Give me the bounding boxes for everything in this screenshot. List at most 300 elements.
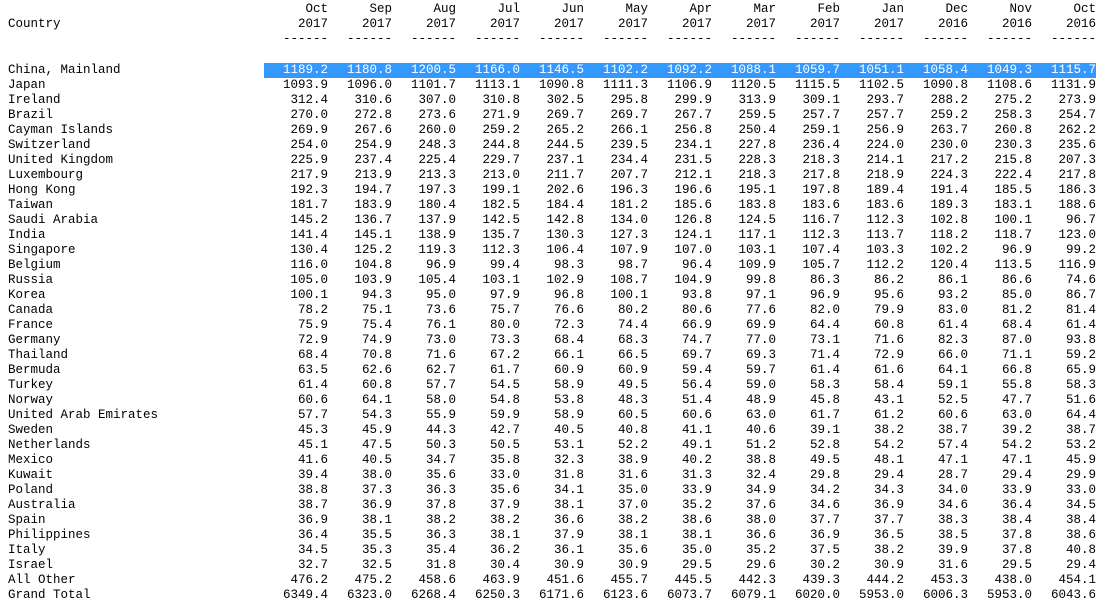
value-cell: 44.3: [425, 423, 456, 437]
value-cell: 57.4: [937, 438, 968, 452]
value-cell: 104.8: [354, 258, 392, 272]
value-cell: 302.5: [546, 93, 584, 107]
value-cell: 239.5: [610, 138, 648, 152]
country-name-cell: China, Mainland: [8, 63, 121, 77]
value-cell: 1108.6: [986, 78, 1032, 92]
value-cell: 64.4: [809, 318, 840, 332]
value-cell: 100.1: [994, 213, 1032, 227]
value-cell: 41.6: [297, 453, 328, 467]
value-cell: 74.9: [361, 333, 392, 347]
value-cell: 99.8: [745, 273, 776, 287]
value-cell: 217.8: [802, 168, 840, 182]
table-row[interactable]: [8, 213, 1096, 228]
value-cell: 54.8: [489, 393, 520, 407]
value-cell: 59.0: [745, 378, 776, 392]
value-cell: 1111.3: [602, 78, 648, 92]
value-cell: 458.6: [418, 573, 456, 587]
value-cell: 259.1: [802, 123, 840, 137]
table-row[interactable]: [8, 153, 1096, 168]
value-cell: 99.4: [489, 258, 520, 272]
table-row[interactable]: [8, 288, 1096, 303]
value-cell: 118.2: [930, 228, 968, 242]
value-cell: 87.0: [1001, 333, 1032, 347]
value-cell: 196.3: [610, 183, 648, 197]
value-cell: 55.8: [1001, 378, 1032, 392]
value-cell: 97.1: [745, 288, 776, 302]
value-cell: 36.4: [1001, 498, 1032, 512]
value-cell: 37.3: [361, 483, 392, 497]
value-cell: 107.0: [674, 243, 712, 257]
value-cell: 141.4: [290, 228, 328, 242]
table-row[interactable]: [8, 228, 1096, 243]
value-cell: 6020.0: [794, 588, 840, 602]
country-name-cell: Netherlands: [8, 438, 91, 452]
value-cell: 29.4: [1001, 468, 1032, 482]
value-cell: 49.5: [617, 378, 648, 392]
value-cell: 35.6: [489, 483, 520, 497]
value-cell: 1101.7: [410, 78, 456, 92]
value-cell: 30.9: [873, 558, 904, 572]
value-cell: 38.1: [553, 498, 584, 512]
value-cell: 1051.1: [840, 63, 904, 78]
table-row[interactable]: [8, 243, 1096, 258]
value-cell: 454.1: [1058, 573, 1096, 587]
value-cell: 30.9: [617, 558, 648, 572]
value-cell: 58.9: [553, 378, 584, 392]
value-cell: 442.3: [738, 573, 776, 587]
value-cell: 254.7: [1058, 108, 1096, 122]
value-cell: 34.7: [425, 453, 456, 467]
value-cell: 38.2: [617, 513, 648, 527]
value-cell: 38.8: [297, 483, 328, 497]
value-cell: 256.8: [674, 123, 712, 137]
value-cell: 37.8: [1001, 543, 1032, 557]
value-cell: 1088.1: [712, 63, 776, 78]
value-cell: 66.8: [1001, 363, 1032, 377]
value-cell: 74.7: [681, 333, 712, 347]
country-name-cell: Hong Kong: [8, 183, 76, 197]
table-row[interactable]: [8, 408, 1096, 423]
value-cell: 33.0: [489, 468, 520, 482]
column-month-header: Jan: [881, 2, 904, 16]
country-name-cell: Belgium: [8, 258, 61, 272]
value-cell: 52.5: [937, 393, 968, 407]
value-cell: 237.4: [354, 153, 392, 167]
value-cell: 1058.4: [904, 63, 968, 78]
column-month-header: May: [625, 2, 648, 16]
value-cell: 36.9: [361, 498, 392, 512]
value-cell: 38.1: [489, 528, 520, 542]
value-cell: 76.1: [425, 318, 456, 332]
value-cell: 100.1: [290, 288, 328, 302]
table-row[interactable]: [8, 168, 1096, 183]
value-cell: 1092.2: [648, 63, 712, 78]
value-cell: 6171.6: [538, 588, 584, 602]
table-row[interactable]: [8, 393, 1096, 408]
value-cell: 181.2: [610, 198, 648, 212]
value-cell: 77.0: [745, 333, 776, 347]
value-cell: 38.4: [1065, 513, 1096, 527]
value-cell: 112.3: [866, 213, 904, 227]
table-row[interactable]: [8, 558, 1096, 573]
value-cell: 183.9: [354, 198, 392, 212]
value-cell: 81.2: [1001, 303, 1032, 317]
column-year-header: 2017: [681, 17, 712, 31]
value-cell: 30.4: [489, 558, 520, 572]
header-year-row: [8, 17, 1096, 32]
value-cell: 224.0: [866, 138, 904, 152]
value-cell: 60.6: [937, 408, 968, 422]
value-cell: 35.4: [425, 543, 456, 557]
country-name-cell: United Kingdom: [8, 153, 114, 167]
value-cell: 288.2: [930, 93, 968, 107]
value-cell: 207.3: [1058, 153, 1096, 167]
table-row[interactable]: [8, 108, 1096, 123]
table-row[interactable]: [8, 123, 1096, 138]
value-cell: 47.1: [1001, 453, 1032, 467]
value-cell: 96.9: [1001, 243, 1032, 257]
value-cell: 61.4: [297, 378, 328, 392]
value-cell: 33.9: [1001, 483, 1032, 497]
column-underline: ------: [666, 32, 712, 46]
value-cell: 259.2: [930, 108, 968, 122]
value-cell: 103.9: [354, 273, 392, 287]
value-cell: 62.6: [361, 363, 392, 377]
value-cell: 34.1: [553, 483, 584, 497]
table-row[interactable]: [8, 423, 1096, 438]
table-row[interactable]: [8, 573, 1096, 588]
value-cell: 34.5: [297, 543, 328, 557]
value-cell: 130.3: [546, 228, 584, 242]
table-row[interactable]: [8, 333, 1096, 348]
value-cell: 476.2: [290, 573, 328, 587]
table-row[interactable]: [8, 513, 1096, 528]
value-cell: 102.9: [546, 273, 584, 287]
value-cell: 267.7: [674, 108, 712, 122]
value-cell: 237.1: [546, 153, 584, 167]
value-cell: 185.6: [674, 198, 712, 212]
value-cell: 195.1: [738, 183, 776, 197]
value-cell: 37.8: [425, 498, 456, 512]
value-cell: 59.7: [745, 363, 776, 377]
value-cell: 35.5: [361, 528, 392, 542]
value-cell: 36.3: [425, 483, 456, 497]
value-cell: 86.7: [1065, 288, 1096, 302]
value-cell: 73.3: [489, 333, 520, 347]
value-cell: 72.9: [297, 333, 328, 347]
value-cell: 184.4: [546, 198, 584, 212]
value-cell: 310.8: [482, 93, 520, 107]
value-cell: 145.2: [290, 213, 328, 227]
value-cell: 32.5: [361, 558, 392, 572]
column-month-header: Sep: [369, 2, 392, 16]
value-cell: 1115.7: [1032, 63, 1096, 78]
value-cell: 265.2: [546, 123, 584, 137]
value-cell: 191.4: [930, 183, 968, 197]
value-cell: 438.0: [994, 573, 1032, 587]
value-cell: 31.6: [937, 558, 968, 572]
value-cell: 271.9: [482, 108, 520, 122]
value-cell: 29.4: [1065, 558, 1096, 572]
table-row[interactable]: [8, 363, 1096, 378]
value-cell: 71.6: [873, 333, 904, 347]
column-month-header: Oct: [1073, 2, 1096, 16]
value-cell: 33.0: [1065, 483, 1096, 497]
value-cell: 81.4: [1065, 303, 1096, 317]
value-cell: 100.1: [610, 288, 648, 302]
table-row[interactable]: [8, 318, 1096, 333]
table-row[interactable]: [8, 468, 1096, 483]
value-cell: 66.0: [937, 348, 968, 362]
table-row[interactable]: [8, 348, 1096, 363]
column-year-header: 2017: [553, 17, 584, 31]
value-cell: 34.3: [873, 483, 904, 497]
value-cell: 51.4: [681, 393, 712, 407]
value-cell: 49.1: [681, 438, 712, 452]
value-cell: 37.9: [489, 498, 520, 512]
table-row[interactable]: [8, 498, 1096, 513]
value-cell: 38.6: [681, 513, 712, 527]
value-cell: 50.3: [425, 438, 456, 452]
value-cell: 35.0: [617, 483, 648, 497]
value-cell: 119.3: [418, 243, 456, 257]
column-month-header: Oct: [305, 2, 328, 16]
value-cell: 72.3: [553, 318, 584, 332]
value-cell: 262.2: [1058, 123, 1096, 137]
value-cell: 37.0: [617, 498, 648, 512]
value-cell: 38.5: [937, 528, 968, 542]
value-cell: 36.6: [553, 513, 584, 527]
value-cell: 71.1: [1001, 348, 1032, 362]
value-cell: 60.9: [553, 363, 584, 377]
value-cell: 67.2: [489, 348, 520, 362]
value-cell: 230.0: [930, 138, 968, 152]
value-cell: 213.3: [418, 168, 456, 182]
table-row[interactable]: [8, 303, 1096, 318]
value-cell: 66.5: [617, 348, 648, 362]
value-cell: 53.8: [553, 393, 584, 407]
value-cell: 60.6: [681, 408, 712, 422]
value-cell: 183.6: [866, 198, 904, 212]
table-row[interactable]: [8, 453, 1096, 468]
value-cell: 260.8: [994, 123, 1032, 137]
value-cell: 215.8: [994, 153, 1032, 167]
country-name-cell: Sweden: [8, 423, 54, 437]
value-cell: 112.3: [802, 228, 840, 242]
value-cell: 222.4: [994, 168, 1032, 182]
column-underline: ------: [346, 32, 392, 46]
table-row[interactable]: [8, 183, 1096, 198]
value-cell: 47.1: [937, 453, 968, 467]
column-year-header: 2017: [489, 17, 520, 31]
table-row[interactable]: [8, 138, 1096, 153]
table-row[interactable]: [8, 63, 1096, 78]
value-cell: 83.0: [937, 303, 968, 317]
value-cell: 86.3: [809, 273, 840, 287]
value-cell: 256.9: [866, 123, 904, 137]
table-row[interactable]: [8, 273, 1096, 288]
value-cell: 37.5: [809, 543, 840, 557]
column-month-header: Aug: [433, 2, 456, 16]
value-cell: 269.7: [610, 108, 648, 122]
value-cell: 38.1: [617, 528, 648, 542]
value-cell: 38.2: [873, 423, 904, 437]
value-cell: 181.7: [290, 198, 328, 212]
value-cell: 96.4: [681, 258, 712, 272]
value-cell: 36.1: [553, 543, 584, 557]
table-row[interactable]: [8, 543, 1096, 558]
value-cell: 214.1: [866, 153, 904, 167]
value-cell: 49.5: [809, 453, 840, 467]
table-row[interactable]: [8, 198, 1096, 213]
value-cell: 39.4: [297, 468, 328, 482]
table-row[interactable]: [8, 528, 1096, 543]
value-cell: 54.5: [489, 378, 520, 392]
value-cell: 29.5: [681, 558, 712, 572]
value-cell: 234.4: [610, 153, 648, 167]
table-row[interactable]: [8, 378, 1096, 393]
value-cell: 75.9: [297, 318, 328, 332]
table-row[interactable]: [8, 258, 1096, 273]
table-row[interactable]: [8, 78, 1096, 93]
table-row[interactable]: [8, 438, 1096, 453]
value-cell: 98.3: [553, 258, 584, 272]
country-name-cell: Canada: [8, 303, 54, 317]
value-cell: 225.9: [290, 153, 328, 167]
value-cell: 6250.3: [474, 588, 520, 602]
value-cell: 51.6: [1065, 393, 1096, 407]
value-cell: 38.2: [873, 543, 904, 557]
country-name-cell: Cayman Islands: [8, 123, 114, 137]
table-row[interactable]: [8, 588, 1096, 603]
table-row[interactable]: [8, 93, 1096, 108]
value-cell: 6006.3: [922, 588, 968, 602]
value-cell: 48.3: [617, 393, 648, 407]
value-cell: 196.6: [674, 183, 712, 197]
value-cell: 57.7: [297, 408, 328, 422]
value-cell: 273.9: [1058, 93, 1096, 107]
value-cell: 61.4: [1065, 318, 1096, 332]
value-cell: 96.9: [809, 288, 840, 302]
value-cell: 61.4: [937, 318, 968, 332]
value-cell: 107.4: [802, 243, 840, 257]
value-cell: 254.9: [354, 138, 392, 152]
value-cell: 120.4: [930, 258, 968, 272]
value-cell: 142.8: [546, 213, 584, 227]
value-cell: 227.8: [738, 138, 776, 152]
value-cell: 54.3: [361, 408, 392, 422]
value-cell: 34.0: [937, 483, 968, 497]
column-underline: ------: [602, 32, 648, 46]
value-cell: 59.2: [1065, 348, 1096, 362]
value-cell: 263.7: [930, 123, 968, 137]
country-name-cell: Saudi Arabia: [8, 213, 99, 227]
value-cell: 136.7: [354, 213, 392, 227]
value-cell: 32.4: [745, 468, 776, 482]
value-cell: 212.1: [674, 168, 712, 182]
value-cell: 68.4: [297, 348, 328, 362]
value-cell: 189.4: [866, 183, 904, 197]
value-cell: 79.9: [873, 303, 904, 317]
value-cell: 37.9: [553, 528, 584, 542]
value-cell: 248.3: [418, 138, 456, 152]
value-cell: 217.9: [290, 168, 328, 182]
value-cell: 5953.0: [858, 588, 904, 602]
value-cell: 229.7: [482, 153, 520, 167]
value-cell: 38.7: [937, 423, 968, 437]
value-cell: 34.6: [937, 498, 968, 512]
value-cell: 80.6: [681, 303, 712, 317]
value-cell: 43.1: [873, 393, 904, 407]
value-cell: 218.3: [738, 168, 776, 182]
value-cell: 96.8: [553, 288, 584, 302]
value-cell: 228.3: [738, 153, 776, 167]
value-cell: 55.9: [425, 408, 456, 422]
value-cell: 124.1: [674, 228, 712, 242]
value-cell: 186.3: [1058, 183, 1096, 197]
value-cell: 250.4: [738, 123, 776, 137]
value-cell: 38.9: [617, 453, 648, 467]
value-cell: 6073.7: [666, 588, 712, 602]
value-cell: 127.3: [610, 228, 648, 242]
value-cell: 439.3: [802, 573, 840, 587]
value-cell: 1090.8: [538, 78, 584, 92]
value-cell: 35.8: [489, 453, 520, 467]
country-name-cell: Luxembourg: [8, 168, 84, 182]
value-cell: 1102.2: [584, 63, 648, 78]
value-cell: 257.7: [866, 108, 904, 122]
value-cell: 455.7: [610, 573, 648, 587]
country-name-cell: Brazil: [8, 108, 54, 122]
value-cell: 70.8: [361, 348, 392, 362]
value-cell: 213.0: [482, 168, 520, 182]
value-cell: 63.0: [745, 408, 776, 422]
value-cell: 1146.5: [520, 63, 584, 78]
value-cell: 74.4: [617, 318, 648, 332]
value-cell: 45.8: [809, 393, 840, 407]
value-cell: 41.1: [681, 423, 712, 437]
value-cell: 61.7: [809, 408, 840, 422]
value-cell: 6268.4: [410, 588, 456, 602]
value-cell: 207.7: [610, 168, 648, 182]
value-cell: 61.2: [873, 408, 904, 422]
column-month-header: Dec: [945, 2, 968, 16]
value-cell: 38.1: [361, 513, 392, 527]
holdings-table: [8, 2, 1096, 603]
column-underline: ------: [282, 32, 328, 46]
value-cell: 258.3: [994, 108, 1032, 122]
value-cell: 180.4: [418, 198, 456, 212]
value-cell: 71.6: [425, 348, 456, 362]
value-cell: 99.2: [1065, 243, 1096, 257]
value-cell: 64.1: [937, 363, 968, 377]
header-month-row: [8, 2, 1096, 17]
value-cell: 108.7: [610, 273, 648, 287]
value-cell: 1106.9: [666, 78, 712, 92]
value-cell: 39.1: [809, 423, 840, 437]
value-cell: 1096.0: [346, 78, 392, 92]
value-cell: 105.4: [418, 273, 456, 287]
table-row[interactable]: [8, 483, 1096, 498]
value-cell: 68.3: [617, 333, 648, 347]
blank-spacer-row: [8, 47, 1096, 63]
value-cell: 259.5: [738, 108, 776, 122]
value-cell: 39.9: [937, 543, 968, 557]
column-underline: ------: [538, 32, 584, 46]
value-cell: 95.6: [873, 288, 904, 302]
value-cell: 235.6: [1058, 138, 1096, 152]
value-cell: 213.9: [354, 168, 392, 182]
